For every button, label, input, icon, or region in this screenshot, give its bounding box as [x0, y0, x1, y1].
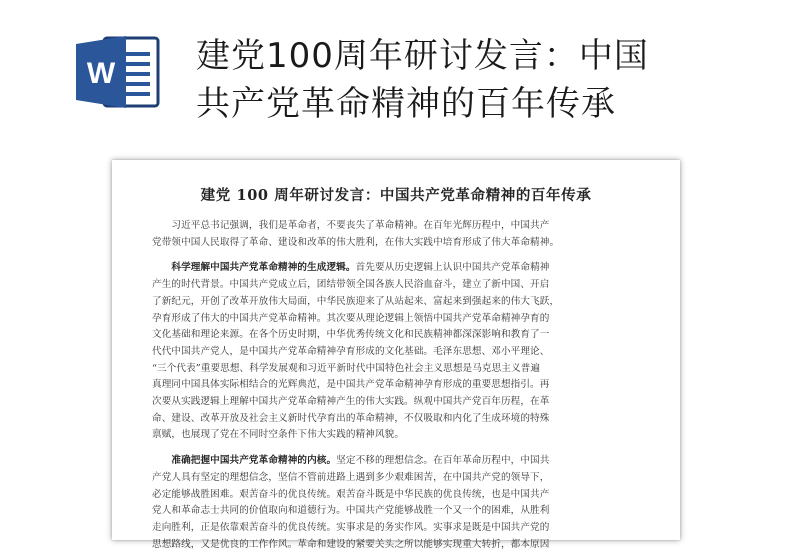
text-line: “三个代表”重要思想、科学发展观和习近平新时代中国特色社会主义思想是马克思主义普遍 — [152, 362, 541, 374]
text-line: 孕育形成了伟大的中国共产党革命精神。其次要从理论逻辑上领悟中国共产党革命精神孕育的 — [152, 312, 550, 324]
text-line: 产党人具有坚定的理想信念，坚信不管前进路上遇到多少艰难困苦，在中国共产党的领导下， — [152, 471, 550, 483]
text-line: 真理同中国具体实际相结合的光辉典范，是中国共产党革命精神孕育形成的重要思想指引。再 — [152, 379, 550, 391]
text-line: 必定能够战胜困难。艰苦奋斗的优良传统。艰苦奋斗既是中华民族的优良传统，也是中国共产 — [152, 488, 550, 500]
document-preview[interactable] — [112, 160, 680, 550]
document-body — [152, 218, 648, 553]
paragraph-heading: 科学理解中国共产党革命精神的生成逻辑。 — [152, 262, 356, 274]
paragraph-intro — [152, 218, 648, 251]
page-header — [0, 0, 800, 160]
text-line: 禀赋，也展现了党在不同时空条件下伟大实践的精神风貌。 — [152, 429, 405, 441]
text-line: 坚定不移的理想信念。在百年革命历程中，中国共 — [336, 455, 550, 467]
text-line: 文化基础和理论来源。在各个历史时期，中华优秀传统文化和民族精神都深深影响和教育了一 — [152, 329, 550, 341]
text-line: 走向胜利，正是依靠艰苦奋斗的优良传统。实事求是的务实作风。实事求是既是中国共产党的 — [152, 521, 550, 533]
paragraph-heading: 准确把握中国共产党革命精神的内核。 — [152, 455, 337, 467]
paragraph-generation-logic — [152, 260, 648, 444]
text-line: 命、建设、改革开放及社会主义新时代孕育出的革命精神，不仅吸取和内化了生成环境的特殊 — [152, 412, 550, 424]
text-line: 了新纪元，开创了改革开放伟大局面，中华民族迎来了从站起来、富起来到强起来的伟大飞跃， — [152, 295, 560, 307]
paragraph-core — [152, 453, 648, 553]
page-title — [196, 32, 756, 128]
text-line: 党带领中国人民取得了革命、建设和改革的伟大胜利，在伟大实践中培育形成了伟大革命精神。 — [152, 236, 560, 248]
text-line: 党人和革命志士共同的价值取向和道德行为。中国共产党能够战胜一个又一个的困难，从胜利 — [152, 505, 550, 517]
text-line: 代代中国共产党人，是中国共产党革命精神孕育形成的文化基础。毛泽东思想、邓小平理论、 — [152, 345, 550, 357]
text-line-lead — [152, 453, 648, 470]
text-line-lead — [152, 260, 648, 277]
page-title-line1: 建党100周年研讨发言：中国 — [196, 36, 649, 76]
text-line: 习近平总书记强调，我们是革命者，不要丧失了革命精神。在百年光辉历程中，中国共产 — [152, 220, 550, 231]
page-title-line2: 共产党革命精神的百年传承 — [196, 84, 616, 124]
text-line: 思想路线，又是优良的工作作风。革命和建设的紧要关头之所以能够实现重大转折，都本原因 — [152, 538, 550, 550]
word-icon-letter: W — [86, 57, 116, 90]
text-line: 首先要从历史逻辑上认识中国共产党革命精神 — [355, 262, 550, 274]
text-line: 次要从实践逻辑上理解中国共产党革命精神产生的伟大实践。纵观中国共产党百年历程，在革 — [152, 396, 550, 408]
document-title: 建党 100 周年研讨发言：中国共产党革命精神的百年传承 — [200, 187, 592, 204]
word-document-icon — [74, 32, 162, 112]
text-line: 产生的时代背景。中国共产党成立后，团结带领全国各族人民浴血奋斗，建立了新中国、开启 — [152, 279, 550, 291]
